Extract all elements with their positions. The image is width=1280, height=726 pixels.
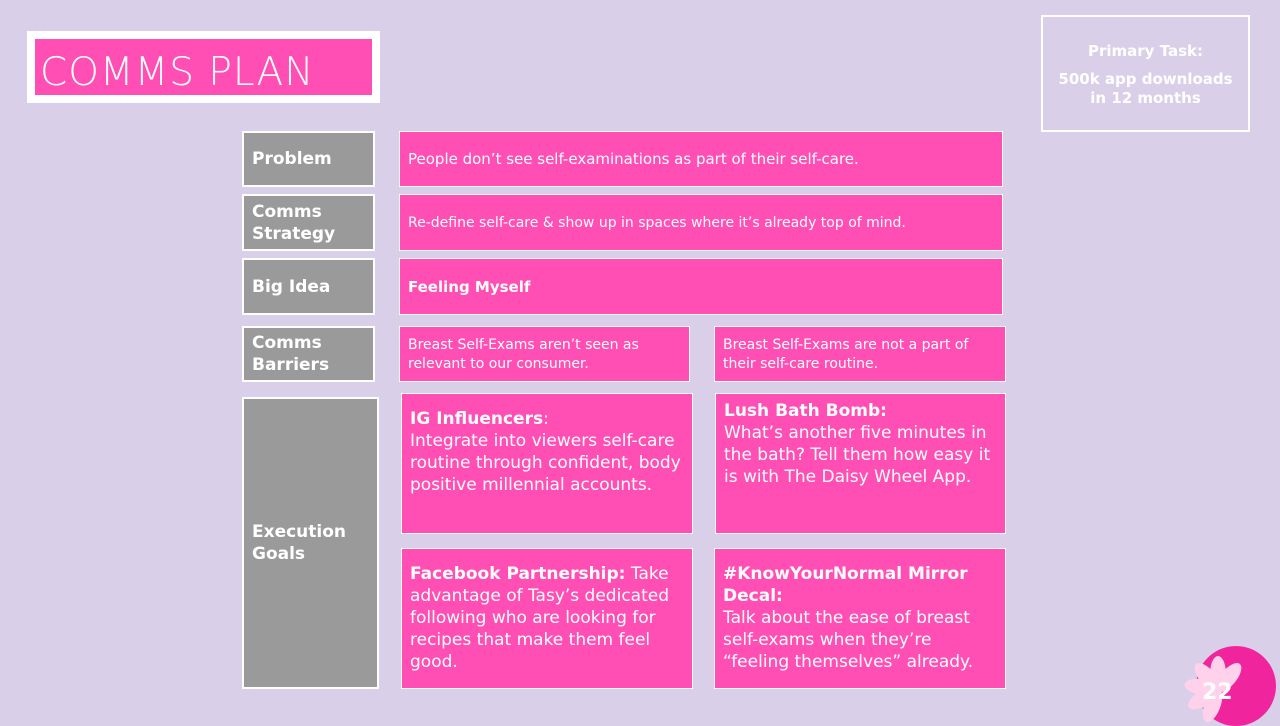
primary-task-value: 500k app downloads in 12 months bbox=[1058, 70, 1233, 107]
row-label-big-idea: Big Idea bbox=[242, 258, 375, 315]
goal-card-know-your-normal bbox=[714, 548, 1006, 689]
title-banner bbox=[35, 39, 372, 95]
goal-heading: Lush Bath Bomb: bbox=[724, 401, 887, 421]
strategy-text: Re-define self-care & show up in spaces where it’s already top of mind. bbox=[399, 194, 1003, 251]
row-label-barriers: Comms Barriers bbox=[242, 326, 375, 382]
barrier-item-2: Breast Self-Exams are not a part of their self-care routine. bbox=[714, 326, 1006, 382]
primary-task-label: Primary Task: bbox=[1087, 42, 1203, 60]
goal-heading: Facebook Partnership: bbox=[410, 564, 626, 584]
row-label-problem: Problem bbox=[242, 131, 375, 187]
page-number: 22 bbox=[1202, 680, 1233, 705]
goal-heading: IG Influencers bbox=[410, 409, 544, 429]
goal-card-facebook-partnership bbox=[401, 548, 693, 689]
goal-heading: #KnowYourNormal Mirror Decal: bbox=[723, 564, 968, 606]
problem-text: People don’t see self-examinations as part of their self-care. bbox=[399, 131, 1003, 187]
goal-body: Take advantage of Tasy’s dedicated following who are looking for recipes that make them feel good. bbox=[410, 564, 670, 672]
row-label-strategy: Comms Strategy bbox=[242, 194, 375, 251]
big-idea-text: Feeling Myself bbox=[399, 258, 1003, 315]
goal-body: Integrate into viewers self-care routine through confident, body positive millennial accounts. bbox=[410, 431, 681, 495]
primary-task-box bbox=[1041, 15, 1250, 132]
goal-heading-separator: : bbox=[543, 409, 549, 429]
title-frame bbox=[27, 31, 380, 103]
goal-body: Talk about the ease of breast self-exams when they’re “feeling themselves” already. bbox=[723, 608, 974, 672]
row-label-execution: Execution Goals bbox=[242, 397, 379, 689]
goal-card-lush-bath-bomb bbox=[715, 393, 1006, 534]
goal-body: What’s another five minutes in the bath? Tell them how easy it is with The Daisy Wheel App. bbox=[724, 423, 991, 487]
goal-card-ig-influencers bbox=[401, 393, 693, 534]
barrier-item-1: Breast Self-Exams aren’t seen as relevant to our consumer. bbox=[399, 326, 690, 382]
page-title: COMMS PLAN bbox=[40, 50, 315, 95]
